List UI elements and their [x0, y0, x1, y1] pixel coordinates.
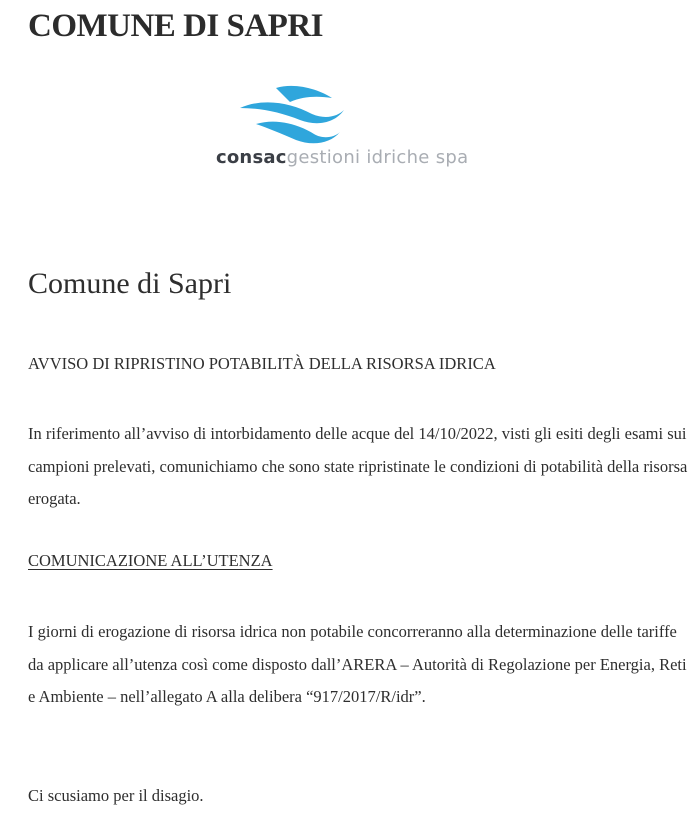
document-title: Comune di Sapri — [28, 267, 232, 300]
notice-paragraph-2: I giorni di erogazione di risorsa idrica non potabile concorreranno alla determinazione delle tariffe da applicare all’utenza così come disposto dall’ARERA – Autorità di Regolazione per Energia, Reti e Ambiente – nell’allegato A alla delibera “917/2017/R/idr”. — [28, 622, 687, 706]
consac-logo — [216, 84, 486, 176]
logo-tagline-text: gestioni idriche spa — [286, 147, 469, 168]
logo-wordmark — [216, 146, 468, 170]
page-header-title: COMUNE DI SAPRI — [28, 8, 324, 44]
water-waves-icon — [238, 84, 344, 144]
closing-line: Ci scusiamo per il disagio. — [28, 786, 204, 805]
notice-paragraph-1: In riferimento all’avviso di intorbidamento delle acque del 14/10/2022, visti gli esiti degli esami sui campioni prelevati, comunichiamo che sono state ripristinate le condizioni di potabilità della risorsa erogata. — [28, 424, 688, 508]
logo-brand-text: consac — [216, 147, 287, 168]
notice-heading: AVVISO DI RIPRISTINO POTABILITÀ DELLA RISORSA IDRICA — [28, 354, 496, 373]
communication-heading: COMUNICAZIONE ALL’UTENZA — [28, 551, 273, 570]
